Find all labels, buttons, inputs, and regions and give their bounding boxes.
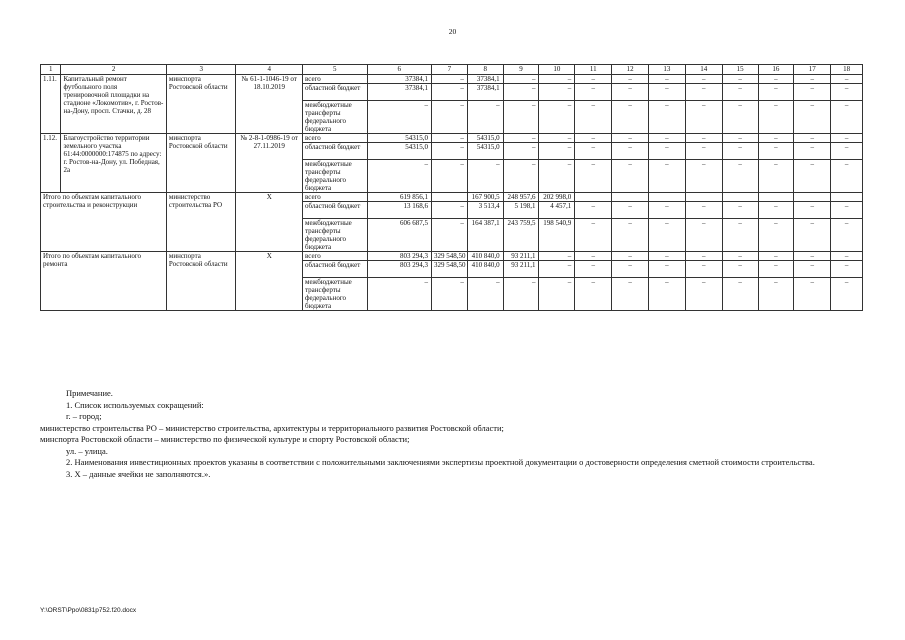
value-cell: – [831, 202, 863, 219]
value-cell: 329 548,50 [431, 261, 467, 278]
value-cell: – [467, 160, 503, 193]
value-cell: – [648, 261, 685, 278]
value-cell: – [431, 75, 467, 84]
value-cell: – [685, 252, 722, 261]
value-cell: – [612, 75, 649, 84]
value-cell: – [367, 101, 431, 134]
header-row [41, 65, 863, 75]
value-cell: – [612, 160, 649, 193]
value-cell: – [648, 278, 685, 311]
value-cell: – [794, 261, 831, 278]
value-cell: – [648, 202, 685, 219]
value-cell: 243 759,5 [503, 219, 539, 252]
value-cell [648, 193, 685, 202]
budget-table [40, 64, 863, 311]
value-cell: 3 513,4 [467, 202, 503, 219]
value-cell: – [831, 75, 863, 84]
value-cell: – [575, 219, 612, 252]
total-label: Итого по объектам капитального строительства и реконструкции [41, 193, 167, 252]
value-cell: – [758, 202, 794, 219]
value-cell: – [685, 143, 722, 160]
value-cell: – [367, 278, 431, 311]
abbr-minstroy: министерство строительства РО – министерство строительства, архитектуры и территориального развития Ростовской области; [40, 422, 504, 433]
value-cell: – [612, 101, 649, 134]
value-cell: – [612, 219, 649, 252]
note-item-2: 2. Наименования инвестиционных проектов указаны в соответствии с положительными заключениями экспертизы проектной документации о достоверности определения сметной стоимости строительства. [66, 457, 815, 467]
value-cell: – [431, 219, 467, 252]
value-cell: – [722, 75, 758, 84]
value-cell: – [758, 84, 794, 101]
value-cell: – [722, 278, 758, 311]
value-cell: – [758, 219, 794, 252]
value-cell: – [431, 202, 467, 219]
value-cell: – [758, 143, 794, 160]
column-header: 17 [794, 65, 831, 75]
column-header: 6 [367, 65, 431, 75]
value-cell: – [648, 252, 685, 261]
funding-source: межбюджетные трансферты федерального бюджета [303, 219, 367, 252]
column-header: 9 [503, 65, 539, 75]
value-cell: – [758, 261, 794, 278]
value-cell: – [539, 252, 575, 261]
value-cell: – [685, 278, 722, 311]
funding-source: межбюджетные трансферты федерального бюджета [303, 101, 367, 134]
funding-source: всего [303, 75, 367, 84]
value-cell: – [831, 143, 863, 160]
value-cell: – [612, 278, 649, 311]
value-cell: – [648, 160, 685, 193]
object-name: Благоустройство территории земельного участка 61:44:0000000:174875 по адресу: г. Ростов-на-Дону, ул. Победная, 2а [61, 134, 166, 193]
value-cell: 164 387,1 [467, 219, 503, 252]
column-header: 15 [722, 65, 758, 75]
value-cell: – [612, 202, 649, 219]
value-cell: – [575, 101, 612, 134]
page-number: 20 [448, 27, 457, 36]
executor: министерство строительства РО [166, 193, 236, 252]
value-cell: – [612, 143, 649, 160]
value-cell: – [685, 134, 722, 143]
value-cell: – [831, 252, 863, 261]
value-cell: – [831, 278, 863, 311]
abbr-minsport: минспорта Ростовской области – министерство по физической культуре и спорту Ростовской области; [40, 434, 410, 444]
value-cell: – [648, 75, 685, 84]
value-cell: – [722, 160, 758, 193]
funding-source: областной бюджет [303, 84, 367, 101]
value-cell: – [722, 202, 758, 219]
value-cell: – [648, 101, 685, 134]
value-cell: – [575, 75, 612, 84]
value-cell: – [794, 75, 831, 84]
abbr-street: ул. – улица. [66, 445, 108, 456]
value-cell: – [612, 84, 649, 101]
value-cell [575, 193, 612, 202]
value-cell: – [722, 101, 758, 134]
value-cell: – [431, 101, 467, 134]
value-cell: – [685, 75, 722, 84]
value-cell: – [575, 143, 612, 160]
value-cell: – [685, 202, 722, 219]
not-filled-mark: Х [236, 252, 303, 311]
total-label: Итого по объектам капитального ремонта [41, 252, 167, 311]
value-cell: 93 211,1 [503, 261, 539, 278]
value-cell: – [575, 160, 612, 193]
value-cell: – [467, 101, 503, 134]
value-cell: – [794, 143, 831, 160]
value-cell: – [431, 278, 467, 311]
value-cell: – [648, 219, 685, 252]
value-cell: 803 294,3 [367, 252, 431, 261]
notes-section [40, 388, 866, 480]
value-cell: – [503, 84, 539, 101]
value-cell: – [758, 252, 794, 261]
value-cell: 248 957,6 [503, 193, 539, 202]
value-cell [831, 193, 863, 202]
value-cell: – [794, 160, 831, 193]
value-cell: – [575, 84, 612, 101]
value-cell: 37384,1 [467, 84, 503, 101]
funding-source: областной бюджет [303, 202, 367, 219]
value-cell: – [794, 278, 831, 311]
value-cell: – [539, 261, 575, 278]
value-cell: – [539, 160, 575, 193]
value-cell: – [648, 134, 685, 143]
value-cell: – [648, 143, 685, 160]
value-cell: 619 856,1 [367, 193, 431, 202]
value-cell: – [831, 101, 863, 134]
executor: минспорта Ростовской области [166, 75, 236, 134]
value-cell: – [758, 278, 794, 311]
value-cell: 37384,1 [367, 75, 431, 84]
funding-source: всего [303, 193, 367, 202]
column-header: 14 [685, 65, 722, 75]
value-cell: – [722, 143, 758, 160]
note-item-1: 1. Список используемых сокращений: [66, 399, 204, 410]
value-cell: – [539, 101, 575, 134]
value-cell: – [539, 134, 575, 143]
column-header: 16 [758, 65, 794, 75]
notes-title: Примечание. [66, 388, 113, 398]
value-cell: – [612, 252, 649, 261]
value-cell: – [575, 252, 612, 261]
value-cell: – [722, 84, 758, 101]
value-cell [794, 193, 831, 202]
value-cell: – [431, 84, 467, 101]
object-name: Капитальный ремонт футбольного поля тренировочной площадки на стадионе «Локомотив», г. Ростов-на-Дону, просп. Стачки, д. 28 [61, 75, 166, 134]
value-cell: 4 457,1 [539, 202, 575, 219]
column-header: 12 [612, 65, 649, 75]
column-header: 11 [575, 65, 612, 75]
abbr-city: г. – город; [66, 411, 102, 421]
value-cell: – [758, 160, 794, 193]
value-cell: – [758, 101, 794, 134]
funding-source: межбюджетные трансферты федерального бюджета [303, 160, 367, 193]
value-cell: 93 211,1 [503, 252, 539, 261]
value-cell: – [685, 219, 722, 252]
table-row [41, 75, 863, 84]
column-header: 4 [236, 65, 303, 75]
value-cell [431, 193, 467, 202]
value-cell: – [831, 134, 863, 143]
executor: минспорта Ростовской области [166, 252, 236, 311]
value-cell: – [685, 84, 722, 101]
value-cell: 202 998,0 [539, 193, 575, 202]
value-cell: – [503, 101, 539, 134]
value-cell: 54315,0 [467, 143, 503, 160]
funding-source: всего [303, 252, 367, 261]
value-cell [722, 193, 758, 202]
expertise-document: № 2-8-1-0986-19 от 27.11.2019 [236, 134, 303, 193]
value-cell: – [612, 134, 649, 143]
not-filled-mark: Х [236, 193, 303, 252]
value-cell: 54315,0 [467, 134, 503, 143]
column-header: 18 [831, 65, 863, 75]
funding-source: всего [303, 134, 367, 143]
value-cell: – [539, 278, 575, 311]
value-cell: – [758, 75, 794, 84]
value-cell: 410 840,0 [467, 252, 503, 261]
value-cell: – [794, 202, 831, 219]
value-cell: – [794, 252, 831, 261]
value-cell: – [722, 219, 758, 252]
value-cell: – [431, 160, 467, 193]
value-cell: – [575, 278, 612, 311]
value-cell: – [503, 160, 539, 193]
value-cell: – [503, 75, 539, 84]
value-cell: – [722, 252, 758, 261]
value-cell: – [575, 261, 612, 278]
executor: минспорта Ростовской области [166, 134, 236, 193]
value-cell: – [758, 134, 794, 143]
column-header: 1 [41, 65, 61, 75]
note-item-3: 3. Х – данные ячейки не заполняются.». [66, 468, 211, 479]
value-cell: – [467, 278, 503, 311]
value-cell: 13 168,6 [367, 202, 431, 219]
value-cell: – [503, 134, 539, 143]
value-cell: – [539, 84, 575, 101]
value-cell: – [367, 160, 431, 193]
value-cell: – [794, 101, 831, 134]
value-cell: – [648, 84, 685, 101]
value-cell: – [503, 278, 539, 311]
file-path-footer: Y:\ORST\Ppo\0831p752.f20.docx [40, 607, 137, 614]
value-cell: – [539, 75, 575, 84]
expertise-document: № 61-1-1046-19 от 18.10.2019 [236, 75, 303, 134]
column-header: 3 [166, 65, 236, 75]
column-header: 7 [431, 65, 467, 75]
value-cell: – [831, 160, 863, 193]
value-cell: – [722, 261, 758, 278]
value-cell: – [685, 101, 722, 134]
value-cell: – [431, 143, 467, 160]
value-cell: 329 548,50 [431, 252, 467, 261]
value-cell: 167 900,5 [467, 193, 503, 202]
value-cell: 606 687,5 [367, 219, 431, 252]
total-row [41, 193, 863, 202]
value-cell: – [431, 134, 467, 143]
column-header: 2 [61, 65, 166, 75]
column-header: 10 [539, 65, 575, 75]
value-cell: – [685, 261, 722, 278]
value-cell: 803 294,3 [367, 261, 431, 278]
value-cell: – [794, 84, 831, 101]
value-cell: 54315,0 [367, 134, 431, 143]
column-header: 13 [648, 65, 685, 75]
value-cell: – [575, 134, 612, 143]
value-cell: – [685, 160, 722, 193]
value-cell: 54315,0 [367, 143, 431, 160]
value-cell: – [503, 143, 539, 160]
column-header: 5 [303, 65, 367, 75]
value-cell: 37384,1 [367, 84, 431, 101]
value-cell: – [575, 202, 612, 219]
value-cell: – [539, 143, 575, 160]
funding-source: межбюджетные трансферты федерального бюджета [303, 278, 367, 311]
column-header: 8 [467, 65, 503, 75]
value-cell: 37384,1 [467, 75, 503, 84]
value-cell: – [722, 134, 758, 143]
value-cell: 410 840,0 [467, 261, 503, 278]
value-cell: – [612, 261, 649, 278]
total-row [41, 252, 863, 261]
value-cell: 198 540,9 [539, 219, 575, 252]
value-cell [612, 193, 649, 202]
value-cell: 5 198,1 [503, 202, 539, 219]
value-cell: – [831, 219, 863, 252]
value-cell [758, 193, 794, 202]
row-number: 1.11. [41, 75, 61, 134]
value-cell: – [794, 134, 831, 143]
value-cell: – [831, 84, 863, 101]
table-row [41, 134, 863, 143]
value-cell: – [794, 219, 831, 252]
funding-source: областной бюджет [303, 261, 367, 278]
value-cell: – [831, 261, 863, 278]
funding-source: областной бюджет [303, 143, 367, 160]
value-cell [685, 193, 722, 202]
row-number: 1.12. [41, 134, 61, 193]
